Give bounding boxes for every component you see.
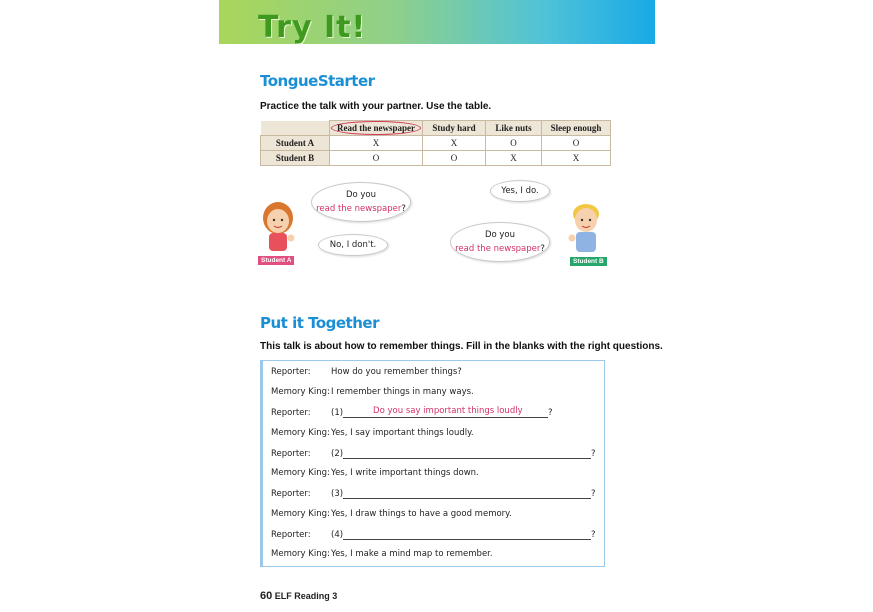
student-b-answer-bubble: Yes, I do.	[490, 180, 550, 202]
tongue-starter-instruction: Practice the talk with your partner. Use the table.	[260, 101, 492, 112]
page-title: Try It!	[258, 10, 367, 45]
table-header-cell: Read the newspaper	[330, 121, 423, 136]
dialogue-line: Memory King:Yes, I make a mind map to remember.	[271, 549, 493, 559]
page-number: 60	[260, 590, 273, 602]
put-it-together-instruction: This talk is about how to remember things. Fill in the blanks with the right questions.	[260, 341, 663, 352]
answer-text-1: Do you say important things loudly	[373, 406, 523, 416]
dialogue-line: Memory King:Yes, I draw things to have a good memory.	[271, 509, 512, 519]
book-title: ELF Reading 3	[274, 591, 338, 601]
dialogue-line: Reporter: (4) ?	[271, 530, 596, 540]
student-a-tag: Student A	[258, 256, 294, 265]
table-row	[261, 151, 611, 166]
dialogue-line: Memory King:I remember things in many ways.	[271, 387, 474, 397]
table-cell: O	[330, 151, 423, 166]
table-header-cell: Like nuts	[486, 121, 542, 136]
student-b-question-bubble: Do you read the newspaper?	[450, 222, 550, 262]
answer-blank-1[interactable]	[343, 407, 548, 418]
put-it-together-title: Put it Together	[260, 314, 379, 332]
answer-blank-3[interactable]	[343, 488, 591, 499]
answer-blank-4[interactable]	[343, 529, 591, 540]
dialogue-line: Memory King:Yes, I write important things down.	[271, 468, 479, 478]
table-row-label: Student B	[261, 151, 330, 166]
table-row-label: Student A	[261, 136, 330, 151]
table-header-cell: Study hard	[423, 121, 486, 136]
table-header-row	[261, 121, 611, 136]
dialogue-line: Reporter: (2) ?	[271, 449, 596, 459]
table-cell: O	[423, 151, 486, 166]
table-cell: X	[330, 136, 423, 151]
page-footer	[260, 590, 337, 602]
dialogue-box	[260, 360, 605, 567]
dialogue-line: Reporter: (1) Do you say important things loudly ?	[271, 406, 553, 418]
student-a-girl-icon	[256, 198, 304, 258]
table-header-cell: Sleep enough	[542, 121, 611, 136]
dialogue-line: Memory King:Yes, I say important things loudly.	[271, 428, 474, 438]
table-cell: O	[542, 136, 611, 151]
table-cell: O	[486, 136, 542, 151]
table-cell: X	[486, 151, 542, 166]
dialogue-line: Reporter: How do you remember things?	[271, 367, 462, 377]
student-a-answer-bubble: No, I don't.	[318, 234, 388, 256]
table-cell: X	[423, 136, 486, 151]
table-row	[261, 136, 611, 151]
tongue-starter-title: TongueStarter	[260, 72, 375, 90]
student-a-question-bubble: Do you read the newspaper?	[311, 182, 411, 222]
table-cell: X	[542, 151, 611, 166]
dialogue-line: Reporter: (3) ?	[271, 489, 596, 499]
student-b-boy-icon	[562, 198, 610, 258]
student-b-tag: Student B	[570, 257, 607, 266]
answer-blank-2[interactable]	[343, 448, 591, 459]
comparison-table	[260, 120, 611, 166]
